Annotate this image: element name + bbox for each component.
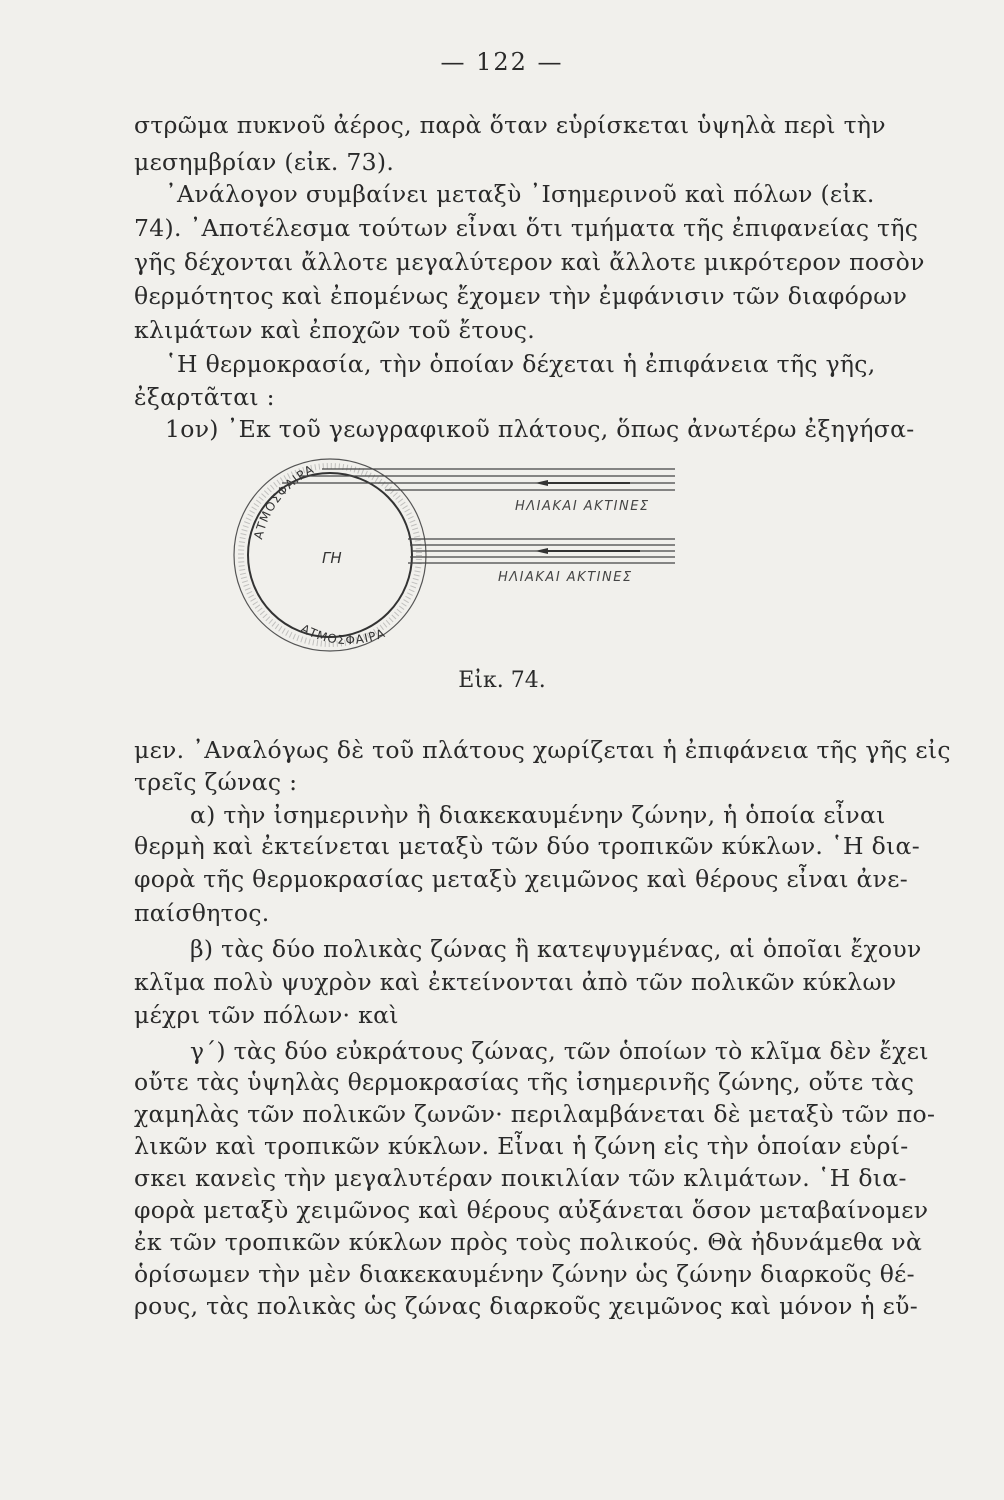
text-line: α) τὴν ἰσημερινὴν ἢ διακεκαυμένην ζώνην, ἡ ὁποία εἶναι: [190, 801, 886, 829]
text-line: ρους, τὰς πολικὰς ὡς ζώνας διαρκοῦς χειμῶνος καὶ μόνον ἡ εὔ-: [134, 1292, 918, 1320]
text-line: θερμότητος καὶ ἐπομένως ἔχομεν τὴν ἐμφάνισιν τῶν διαφόρων: [134, 282, 908, 310]
earth-sun-rays-figure: [230, 455, 700, 670]
text-line: γῆς δέχονται ἄλλοτε μεγαλύτερον καὶ ἄλλοτε μικρότερον ποσὸν: [134, 248, 925, 276]
text-line: μεν. ᾿Αναλόγως δὲ τοῦ πλάτους χωρίζεται ἡ ἐπιφάνεια τῆς γῆς εἰς: [134, 736, 951, 764]
text-line: παίσθητος.: [134, 899, 270, 927]
rays-label-top: ΗΛΙΑΚΑΙ ΑΚΤΙΝΕΣ: [515, 499, 650, 514]
atmosphere-label-bottom: ΑΤΜΟΣΦΑΙΡΑ: [298, 621, 388, 648]
lower-arrow-icon: [535, 548, 548, 554]
text-line: μεσημβρίαν (εἰκ. 73).: [134, 148, 395, 176]
text-line: θερμὴ καὶ ἐκτείνεται μεταξὺ τῶν δύο τροπικῶν κύκλων. ῾Η δια-: [134, 832, 920, 860]
text-line: οὔτε τὰς ὑψηλὰς θερμοκρασίας τῆς ἰσημερινῆς ζώνης, οὔτε τὰς: [134, 1068, 915, 1096]
text-line: φορὰ τῆς θερμοκρασίας μεταξὺ χειμῶνος καὶ θέρους εἶναι ἀνε-: [134, 865, 908, 893]
text-line: ὁρίσωμεν τὴν μὲν διακεκαυμένην ζώνην ὡς ζώνην διαρκοῦς θέ-: [134, 1260, 915, 1288]
atmosphere-label-top: ΑΤΜΟΣΦΑΙΡΑ: [251, 462, 317, 541]
text-line: τρεῖς ζώνας :: [134, 768, 298, 796]
text-line: στρῶμα πυκνοῦ ἀέρος, παρὰ ὅταν εὑρίσκεται ὑψηλὰ περὶ τὴν: [134, 111, 886, 139]
text-line: γ΄) τὰς δύο εὐκράτους ζώνας, τῶν ὁποίων τὸ κλῖμα δὲν ἔχει: [190, 1037, 929, 1065]
text-line: λικῶν καὶ τροπικῶν κύκλων. Εἶναι ἡ ζώνη εἰς τὴν ὁποίαν εὑρί-: [134, 1132, 909, 1160]
text-line: φορὰ μεταξὺ χειμῶνος καὶ θέρους αὐξάνεται ὅσον μεταβαίνομεν: [134, 1196, 929, 1224]
text-line: ῾Η θερμοκρασία, τὴν ὁποίαν δέχεται ἡ ἐπιφάνεια τῆς γῆς,: [165, 350, 876, 378]
text-line: κλιμάτων καὶ ἐποχῶν τοῦ ἔτους.: [134, 316, 536, 344]
upper-arrow-icon: [535, 480, 548, 486]
text-line: ἐκ τῶν τροπικῶν κύκλων πρὸς τοὺς πολικούς. Θὰ ἠδυνάμεθα νὰ: [134, 1228, 923, 1256]
text-line: σκει κανεὶς τὴν μεγαλυτέραν ποικιλίαν τῶν κλιμάτων. ῾Η δια-: [134, 1164, 907, 1192]
text-line: 1ον) ᾿Εκ τοῦ γεωγραφικοῦ πλάτους, ὅπως ἀνωτέρω ἐξηγήσα-: [165, 415, 915, 443]
text-line: 74). ᾿Αποτέλεσμα τούτων εἶναι ὅτι τμήματα τῆς ἐπιφανείας τῆς: [134, 214, 919, 242]
page-number: — 122 —: [440, 48, 564, 76]
text-line: χαμηλὰς τῶν πολικῶν ζωνῶν· περιλαμβάνεται δὲ μεταξὺ τῶν πο-: [134, 1100, 936, 1128]
upper-ray-bundle: [282, 469, 675, 490]
text-line: β) τὰς δύο πολικὰς ζώνας ἢ κατεψυγμένας, αἱ ὁποῖαι ἔχουν: [190, 935, 922, 963]
rays-label-bottom: ΗΛΙΑΚΑΙ ΑΚΤΙΝΕΣ: [498, 570, 633, 585]
text-line: κλῖμα πολὺ ψυχρὸν καὶ ἐκτείνονται ἀπὸ τῶν πολικῶν κύκλων: [134, 968, 897, 996]
text-line: ἐξαρτᾶται :: [134, 383, 275, 411]
figure-caption: Εἰκ. 74.: [458, 668, 546, 693]
earth-label: ΓΗ: [322, 549, 342, 567]
text-line: ᾿Ανάλογον συμβαίνει μεταξὺ ᾿Ισημερινοῦ καὶ πόλων (εἰκ.: [165, 180, 875, 208]
text-line: μέχρι τῶν πόλων· καὶ: [134, 1001, 399, 1029]
